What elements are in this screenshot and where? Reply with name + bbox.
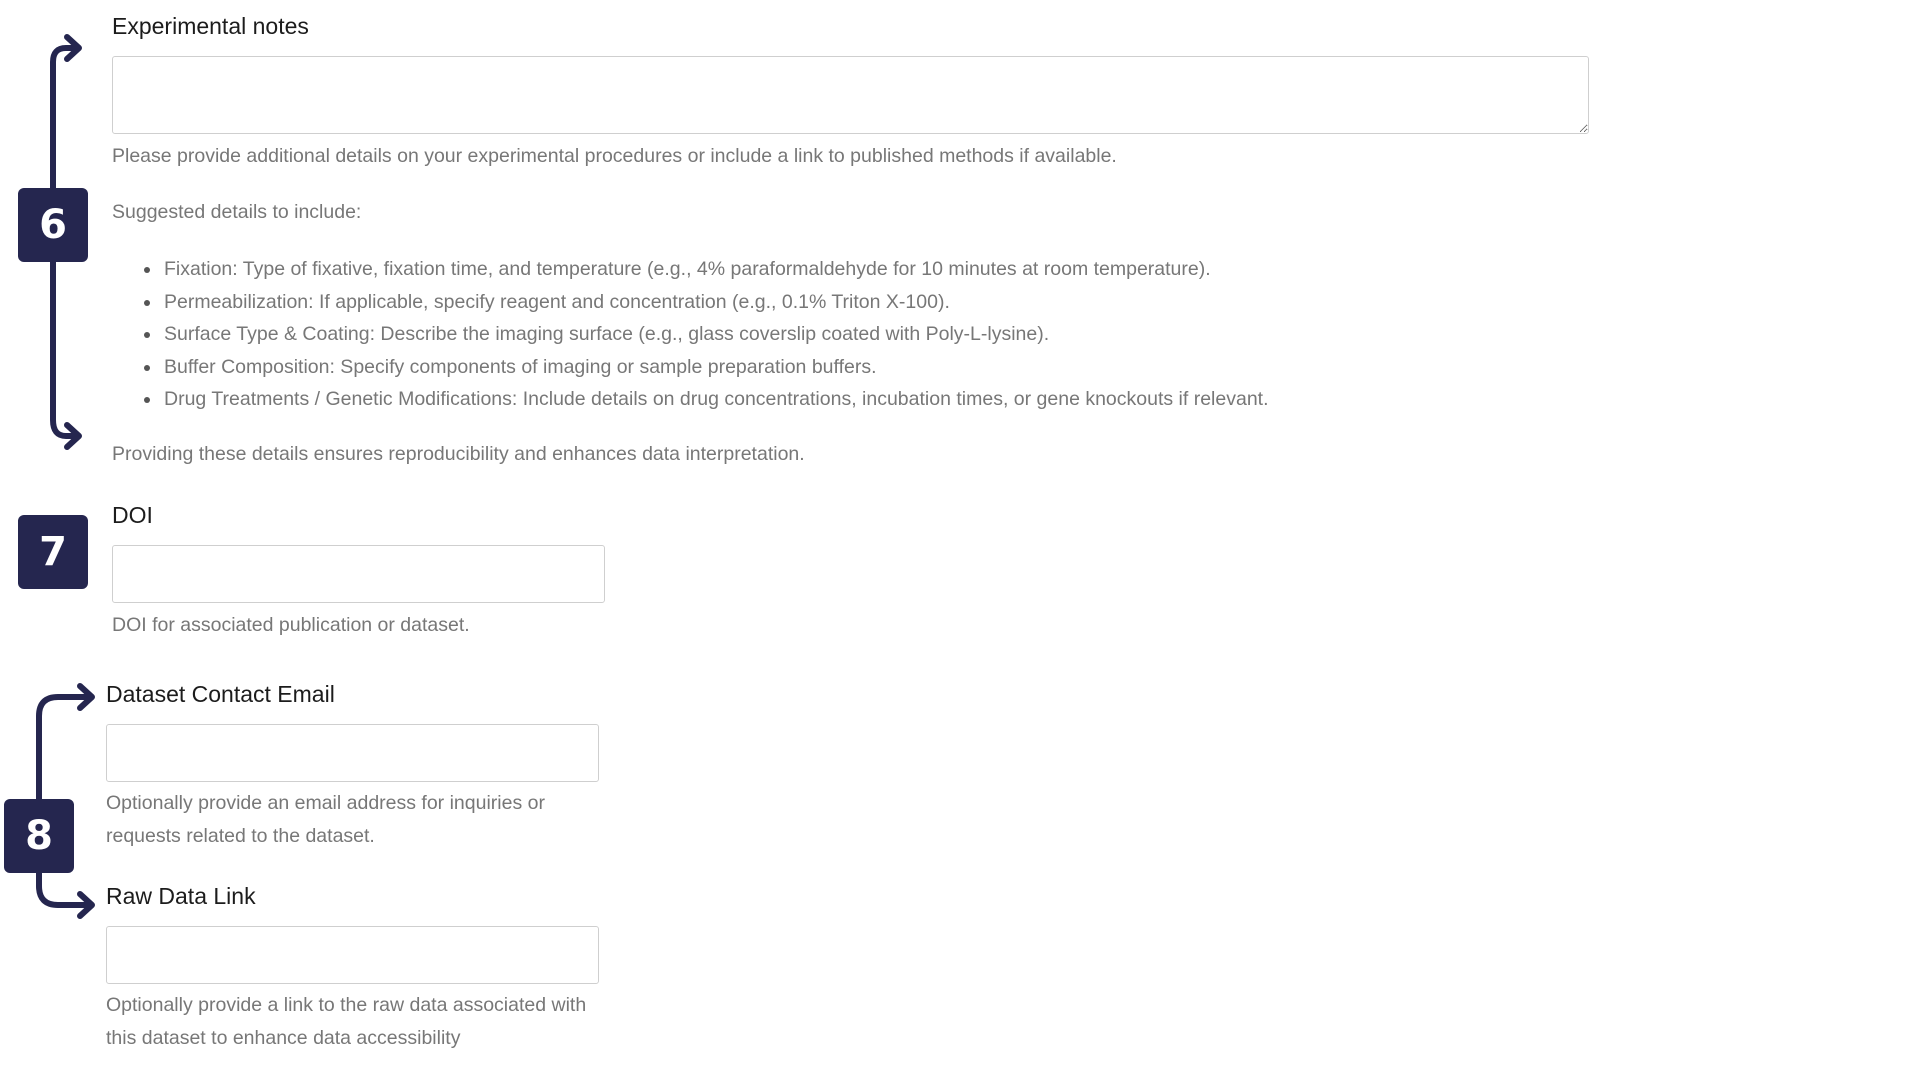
step-badge-7: 7 bbox=[18, 515, 88, 589]
step-badge-6: 6 bbox=[18, 188, 88, 262]
raw-data-link-help: Optionally provide a link to the raw data associated with this dataset to enhance data accessibility bbox=[106, 994, 587, 1049]
raw-data-link-label: Raw Data Link bbox=[106, 883, 256, 909]
experimental-notes-help: Please provide additional details on your experimental procedures or include a link to published methods if available. bbox=[112, 145, 1117, 167]
list-item: • Permeabilization: If applicable, specify reagent and concentration (e.g., 0.1% Triton X-100). bbox=[162, 286, 1269, 319]
experimental-notes-label: Experimental notes bbox=[112, 13, 309, 39]
dataset-contact-email-help: Optionally provide an email address for inquiries or requests related to the dataset. bbox=[106, 792, 545, 847]
step-badge-8: 8 bbox=[4, 799, 74, 873]
list-item: • Drug Treatments / Genetic Modifications: Include details on drug concentrations, incubation times, or gene knockouts if relevant. bbox=[162, 383, 1269, 416]
raw-data-link-input[interactable] bbox=[106, 926, 599, 984]
dataset-contact-email-input[interactable] bbox=[106, 724, 599, 782]
suggested-details-list bbox=[138, 253, 1269, 416]
doi-input[interactable] bbox=[112, 545, 605, 603]
list-item: • Buffer Composition: Specify components of imaging or sample preparation buffers. bbox=[162, 351, 1269, 384]
doi-help: DOI for associated publication or dataset. bbox=[112, 614, 470, 636]
reproducibility-note: Providing these details ensures reproducibility and enhances data interpretation. bbox=[112, 443, 805, 465]
experimental-notes-textarea[interactable] bbox=[112, 56, 1589, 134]
dataset-contact-email-label: Dataset Contact Email bbox=[106, 681, 335, 707]
doi-label: DOI bbox=[112, 502, 153, 528]
list-item: • Fixation: Type of fixative, fixation time, and temperature (e.g., 4% paraformaldehyde for 10 minutes at room temperature). bbox=[162, 253, 1269, 286]
list-item: • Surface Type & Coating: Describe the imaging surface (e.g., glass coverslip coated with Poly-L-lysine). bbox=[162, 318, 1269, 351]
suggested-details-heading: Suggested details to include: bbox=[112, 201, 362, 223]
